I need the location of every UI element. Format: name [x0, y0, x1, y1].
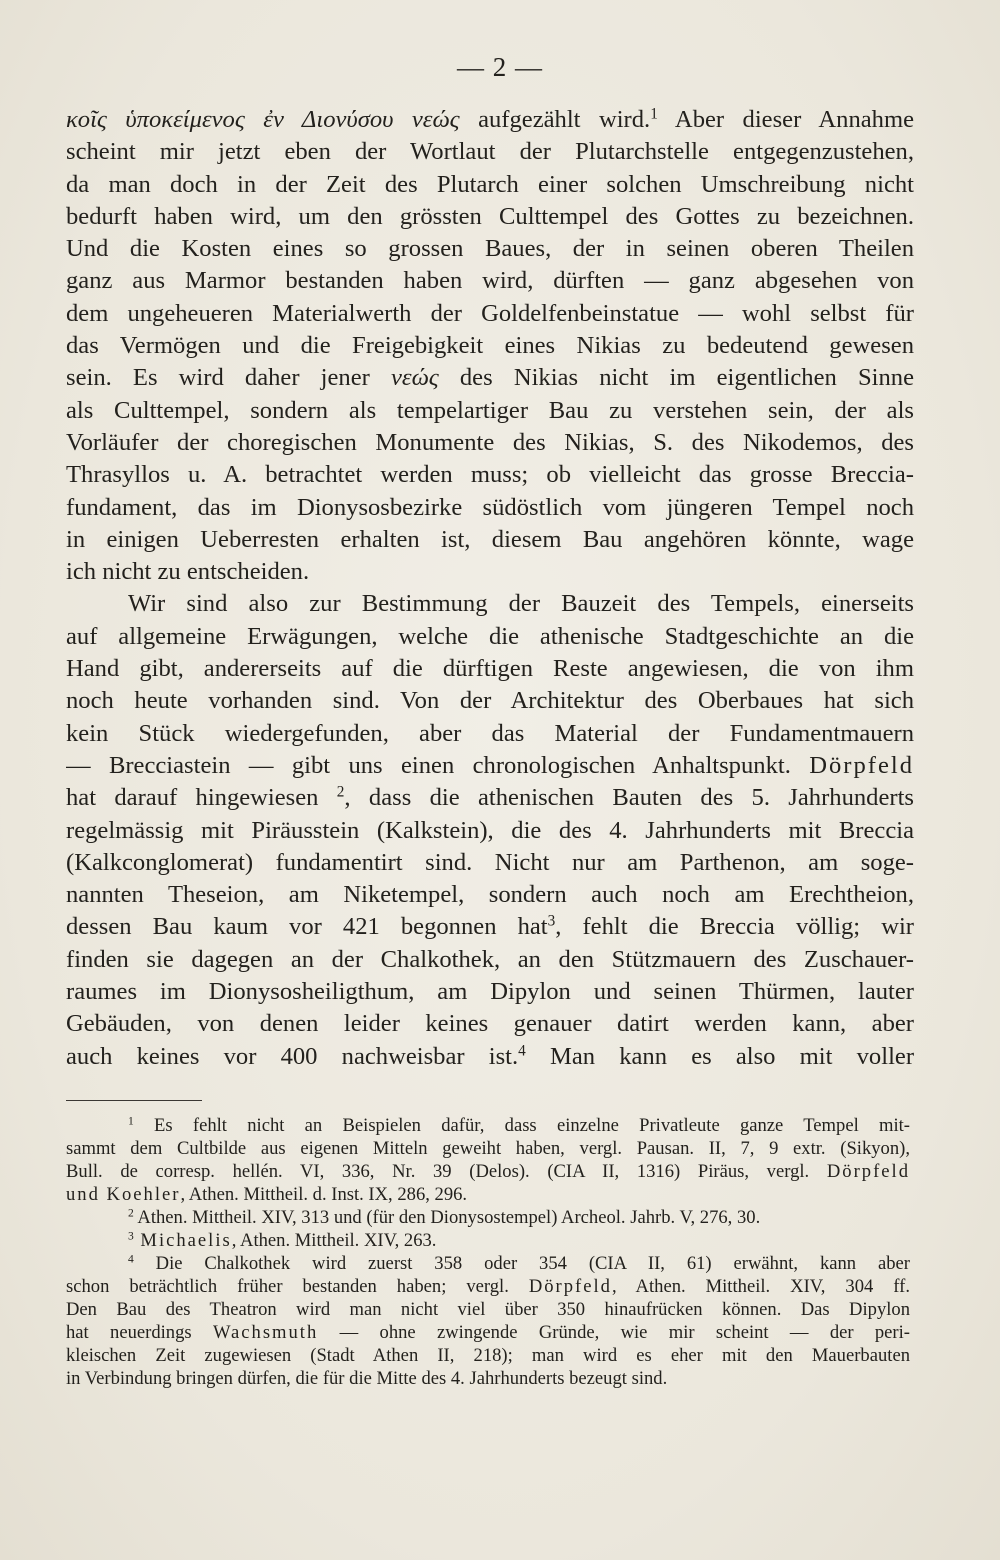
page-number: — 2 — — [457, 52, 543, 82]
body-text — [66, 104, 914, 1073]
spaced-name: Wachsmuth — [212, 1322, 319, 1343]
footnote-marker: 4 — [128, 1253, 134, 1266]
text-line — [66, 492, 914, 524]
text-line — [66, 815, 914, 847]
text-line — [66, 976, 914, 1008]
footnote-line — [66, 1183, 910, 1206]
line-text: nannten Theseion, am Niketempel, sondern auch noch am Erechtheion, — [66, 881, 914, 909]
footnote-marker: 2 — [128, 1207, 134, 1220]
text-line — [66, 395, 914, 427]
text-line — [66, 201, 914, 233]
footnote-line — [66, 1114, 910, 1137]
line-text: aufgezählt wird. — [478, 106, 651, 133]
line-text: Gebäuden, von denen leider keines genauer datirt werden kann, aber — [66, 1010, 914, 1038]
footnote-line — [66, 1367, 910, 1390]
footnote-ref: 2 — [336, 783, 345, 801]
text-line — [66, 169, 914, 201]
text-line — [66, 847, 914, 879]
line-text: , fehlt die Breccia völlig; wir — [555, 913, 914, 941]
line-text: scheint mir jetzt eben der Wortlaut der Plutarchstelle entgegenzustehen, — [66, 138, 914, 166]
text-line — [66, 104, 914, 136]
footnote-4 — [66, 1252, 910, 1390]
text-line — [66, 718, 914, 750]
line-text: finden sie dagegen an der Chalkothek, an den Stützmauern des Zuschauer- — [66, 945, 914, 973]
text-line — [66, 233, 914, 265]
text-line — [66, 1041, 914, 1073]
line-text: raumes im Dionysosheiligthum, am Dipylon und seinen Thürmen, lauter — [66, 978, 914, 1006]
greek-phrase: κοῖς ὑποκείμενος ἐν Διονύσου νεώς — [66, 106, 460, 133]
text-line — [66, 1008, 914, 1040]
spaced-name: Dörpfeld — [826, 1161, 910, 1182]
footnote-line — [66, 1275, 910, 1298]
text-line — [66, 330, 914, 362]
text-line — [66, 265, 914, 297]
footnote-marker: 3 — [128, 1230, 134, 1243]
line-text: , dass die athenischen Bauten des 5. Jahrhunderts — [344, 784, 914, 812]
footnote-line — [66, 1252, 910, 1275]
line-text: da man doch in der Zeit des Plutarch einer solchen Umschreibung nicht — [66, 170, 914, 198]
line-text: Athen. Mittheil. XIV, 313 und (für den Dionysostempel) Archeol. Jahrb. V, 276, 30. — [133, 1207, 761, 1228]
line-text: ganz aus Marmor bestanden haben wird, dürften — ganz abgesehen von — [66, 267, 914, 295]
line-text: Es fehlt nicht an Beispielen dafür, dass einzelne Privatleute ganze Tempel mit- — [133, 1115, 910, 1136]
footnote-3 — [66, 1229, 910, 1252]
spaced-name: Michaelis — [133, 1230, 232, 1251]
line-text: kein Stück wiedergefunden, aber das Material der Fundamentmauern — [66, 719, 914, 747]
greek-word: νεώς — [390, 364, 439, 392]
text-line — [66, 136, 914, 168]
text-line — [66, 879, 914, 911]
line-text: auf allgemeine Erwägungen, welche die athenische Stadtgeschichte an die — [66, 622, 914, 650]
line-text: dem ungeheueren Materialwerth der Goldelfenbeinstatue — wohl selbst für — [66, 299, 914, 327]
text-line — [66, 621, 914, 653]
line-text: Thrasyllos u. A. betrachtet werden muss; ob vielleicht das grosse Breccia- — [66, 461, 914, 489]
line-text: hat darauf hingewiesen — [66, 784, 337, 812]
footnote-ref: 4 — [518, 1042, 526, 1060]
text-line — [66, 588, 914, 620]
line-text: noch heute vorhanden sind. Von der Architektur des Oberbaues hat sich — [66, 687, 914, 715]
text-line — [66, 362, 914, 394]
text-line — [66, 556, 914, 588]
line-text: bedurft haben wird, um den grössten Culttempel des Gottes zu bezeichnen. — [66, 202, 914, 230]
line-text: Wir sind also zur Bestimmung der Bauzeit des Tempels, einerseits — [128, 590, 914, 618]
footnote-2 — [66, 1206, 910, 1229]
line-text: ich nicht zu entscheiden. — [66, 558, 310, 586]
line-text: regelmässig mit Piräusstein (Kalkstein), die des 4. Jahrhunderts mit Breccia — [66, 816, 914, 844]
text-line — [66, 944, 914, 976]
line-text: das Vermögen und die Freigebigkeit eines Nikias zu bedeutend gewesen — [66, 332, 914, 360]
line-text: (Kalkconglomerat) fundamentirt sind. Nicht nur am Parthenon, am soge- — [66, 848, 914, 876]
line-text: des Nikias nicht im eigentlichen Sinne — [438, 364, 914, 392]
footnote-line — [66, 1298, 910, 1321]
line-text: dessen Bau kaum vor 421 begonnen hat — [66, 913, 548, 941]
footnote-line — [66, 1206, 910, 1229]
line-text: sammt dem Cultbilde aus eigenen Mitteln geweiht haben, vergl. Pausan. II, 7, 9 extr. (Sikyon), — [66, 1138, 910, 1159]
line-text: Den Bau des Theatron wird man nicht viel über 350 hinaufrücken können. Das Dipylon — [66, 1299, 910, 1320]
text-line — [66, 653, 914, 685]
line-text: — ohne zwingende Gründe, wie mir scheint — der peri- — [318, 1322, 910, 1343]
footnotes — [66, 1114, 910, 1390]
footnote-marker: 1 — [128, 1115, 134, 1128]
line-text: kleischen Zeit zugewiesen (Stadt Athen II, 218); man wird es eher mit den Mauerbauten — [66, 1345, 910, 1366]
line-text: schon beträchtlich früher bestanden haben; vergl. — [66, 1276, 529, 1297]
text-line — [66, 298, 914, 330]
line-text: sein. Es wird daher jener — [66, 364, 391, 392]
footnote-line — [66, 1344, 910, 1367]
line-text: , Athen. Mittheil. XIV, 263. — [231, 1230, 437, 1251]
line-text: in einigen Ueberresten erhalten ist, diesem Bau angehören könnte, wage — [66, 525, 914, 553]
line-text: Hand gibt, andererseits auf die dürftigen Reste angewiesen, die von ihm — [66, 655, 914, 683]
text-line — [66, 782, 914, 814]
footnote-line — [66, 1321, 910, 1344]
line-text: , Athen. Mittheil. XIV, 304 ff. — [611, 1276, 910, 1297]
line-text: Bull. de corresp. hellén. VI, 336, Nr. 39 (Delos). (CIA II, 1316) Piräus, vergl. — [66, 1161, 827, 1182]
text-line — [66, 685, 914, 717]
line-text: auch keines vor 400 nachweisbar ist. — [66, 1042, 519, 1070]
line-text: Vorläufer der choregischen Monumente des Nikias, S. des Nikodemos, des — [66, 428, 914, 456]
line-text: hat neuerdings — [66, 1322, 213, 1343]
footnote-ref: 1 — [650, 105, 658, 123]
footnote-line — [66, 1137, 910, 1160]
line-text: Aber dieser Annahme — [657, 106, 914, 133]
line-text: als Culttempel, sondern als tempelartiger Bau zu verstehen sein, der als — [66, 396, 914, 424]
line-text: Die Chalkothek wird zuerst 358 oder 354 (CIA II, 61) erwähnt, kann aber — [133, 1253, 910, 1274]
spaced-name: Dörpfeld — [528, 1276, 612, 1297]
text-line — [66, 911, 914, 943]
spaced-name: Dörpfeld — [809, 751, 914, 779]
footnote-1 — [66, 1114, 910, 1206]
line-text: Und die Kosten eines so grossen Baues, der in seinen oberen Theilen — [66, 235, 914, 263]
footnote-line — [66, 1229, 910, 1252]
footnote-ref: 3 — [547, 913, 556, 931]
text-line — [66, 524, 914, 556]
line-text: fundament, das im Dionysosbezirke südöstlich vom jüngeren Tempel noch — [66, 493, 914, 521]
line-text: — Brecciastein — gibt uns einen chronologischen Anhaltspunkt. — [66, 751, 810, 779]
text-line — [66, 427, 914, 459]
line-text: Man kann es also mit voller — [525, 1042, 914, 1070]
footnote-separator-rule — [66, 1100, 202, 1101]
text-line — [66, 459, 914, 491]
spaced-name: und Koehler — [66, 1184, 181, 1205]
footnote-line — [66, 1160, 910, 1183]
line-text: in Verbindung bringen dürfen, die für die Mitte des 4. Jahrhunderts bezeugt sind. — [66, 1368, 668, 1389]
line-text: , Athen. Mittheil. d. Inst. IX, 286, 296. — [180, 1184, 468, 1205]
text-line — [66, 750, 914, 782]
